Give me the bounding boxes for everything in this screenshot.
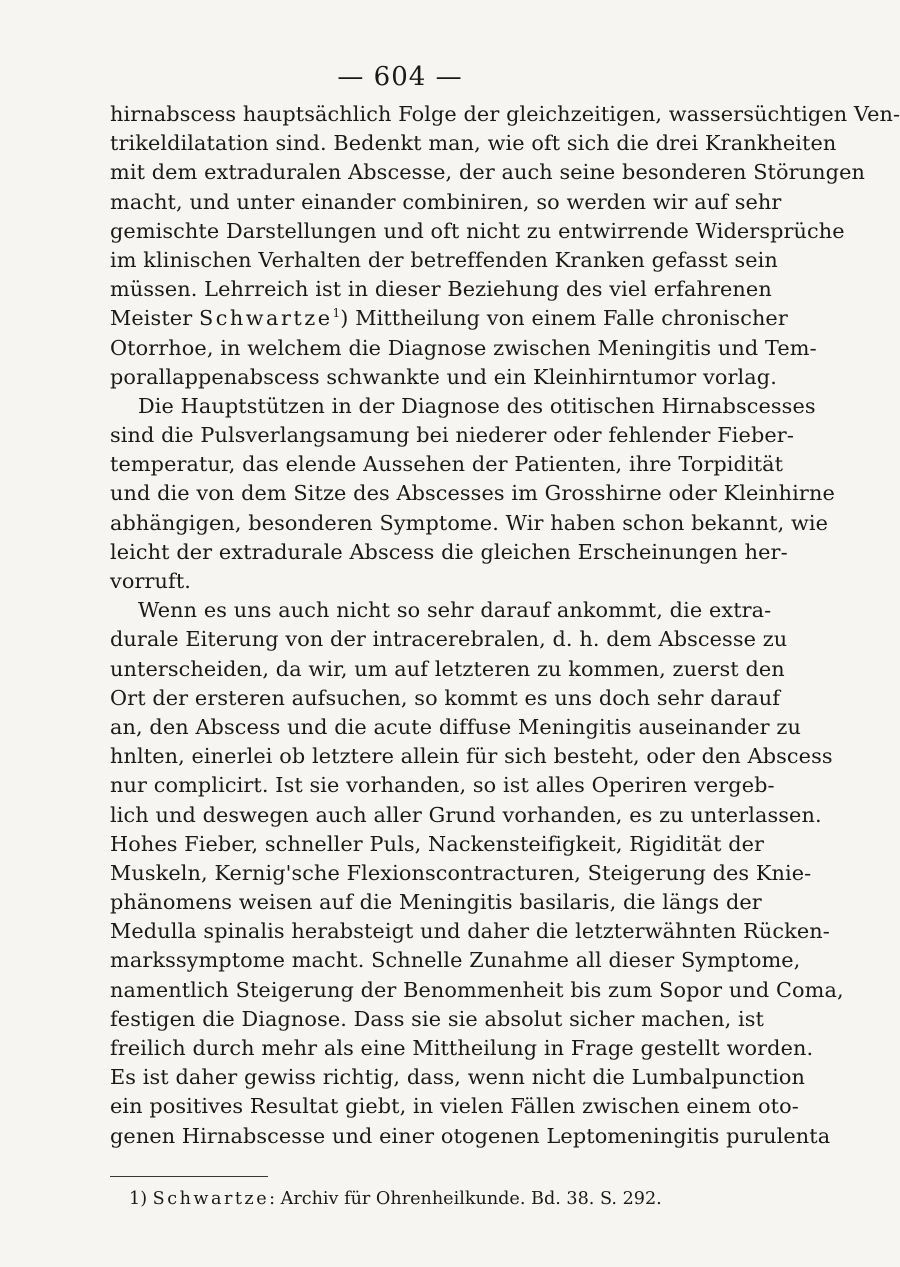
text-line: Ort der ersteren aufsuchen, so kommt es uns doch sehr darauf (110, 685, 781, 710)
text-line: mit dem extraduralen Abscesse, der auch seine besonderen Störungen (110, 160, 865, 185)
text-line: markssymptome macht. Schnelle Zunahme all dieser Symptome, (110, 948, 801, 973)
text-line: Medulla spinalis herabsteigt und daher die letzterwähnten Rücken- (110, 919, 830, 944)
text-line: genen Hirnabscesse und einer otogenen Leptomeningitis purulenta (110, 1123, 831, 1148)
text-line: Wenn es uns auch nicht so sehr darauf ankommt, die extra- (138, 598, 772, 623)
text-line: ein positives Resultat giebt, in vielen Fällen zwischen einem oto- (110, 1094, 799, 1119)
text-line: müssen. Lehrreich ist in dieser Beziehung des viel erfahrenen (110, 277, 772, 302)
footnote-author: Schwartze (152, 1189, 270, 1209)
text-line: durale Eiterung von der intracerebralen, d. h. dem Abscesse zu (110, 627, 788, 652)
footnote-mark: 1) (129, 1189, 148, 1209)
text-line: namentlich Steigerung der Benommenheit bis zum Sopor und Coma, (110, 977, 844, 1002)
footnote (129, 1186, 662, 1212)
author-name: Schwartze (198, 306, 333, 331)
text-line: temperatur, das elende Aussehen der Patienten, ihre Torpidität (110, 452, 784, 477)
text-line: Muskeln, Kernig'sche Flexionscontracturen, Steigerung des Knie- (110, 860, 812, 885)
text-line: an, den Abscess und die acute diffuse Meningitis auseinander zu (110, 714, 801, 739)
footnote-divider (110, 1176, 268, 1177)
text-line: gemischte Darstellungen und oft nicht zu entwirrende Widersprüche (110, 218, 845, 243)
text-line: und die von dem Sitze des Abscesses im Grosshirne oder Kleinhirne (110, 481, 835, 506)
text-line: Die Hauptstützen in der Diagnose des otitischen Hirnabscesses (138, 393, 816, 418)
body-text (110, 100, 900, 1151)
text-line: hnlten, einerlei ob letztere allein für sich besteht, oder den Abscess (110, 744, 833, 769)
text-line: abhängigen, besonderen Symptome. Wir haben schon bekannt, wie (110, 510, 829, 535)
text-line: porallappenabscess schwankte und ein Kleinhirntumor vorlag. (110, 364, 777, 389)
text-line: im klinischen Verhalten der betreffenden Kranken gefasst sein (110, 247, 778, 272)
text-line: Es ist daher gewiss richtig, dass, wenn nicht die Lumbalpunction (110, 1065, 806, 1090)
text-line: Otorrhoe, in welchem die Diagnose zwischen Meningitis und Tem- (110, 335, 817, 360)
text-line: lich und deswegen auch aller Grund vorhanden, es zu unterlassen. (110, 802, 822, 827)
text-line: trikeldilatation sind. Bedenkt man, wie oft sich die drei Krankheiten (110, 131, 837, 156)
text-line: nur complicirt. Ist sie vorhanden, so ist alles Operiren vergeb- (110, 773, 775, 798)
text-line: hirnabscess hauptsächlich Folge der gleichzeitigen, wassersüchtigen Ven- (110, 102, 900, 126)
text-line-with-footnote: Meister Schwartze$^1$) Mittheilung von einem Falle chronischer (110, 306, 788, 331)
text-line: Hohes Fieber, schneller Puls, Nackensteifigkeit, Rigidität der (110, 831, 765, 856)
text-line: unterscheiden, da wir, um auf letzteren zu kommen, zuerst den (110, 656, 785, 681)
page-number: — 604 — (337, 62, 463, 92)
footnote-citation: : Archiv für Ohrenheilkunde. Bd. 38. S. 292. (269, 1189, 662, 1209)
text-line: macht, und unter einander combiniren, so werden wir auf sehr (110, 189, 782, 214)
text-line: vorruft. (110, 569, 192, 593)
text-line: leicht der extradurale Abscess die gleichen Erscheinungen her- (110, 539, 788, 564)
text-line: sind die Pulsverlangsamung bei niederer oder fehlender Fieber- (110, 423, 794, 448)
text-line: festigen die Diagnose. Dass sie sie absolut sicher machen, ist (110, 1006, 764, 1031)
footnote-marker: 1 (332, 306, 341, 321)
text-line: phänomens weisen auf die Meningitis basilaris, die längs der (110, 890, 762, 915)
text-line: freilich durch mehr als eine Mittheilung in Frage gestellt worden. (110, 1036, 814, 1060)
